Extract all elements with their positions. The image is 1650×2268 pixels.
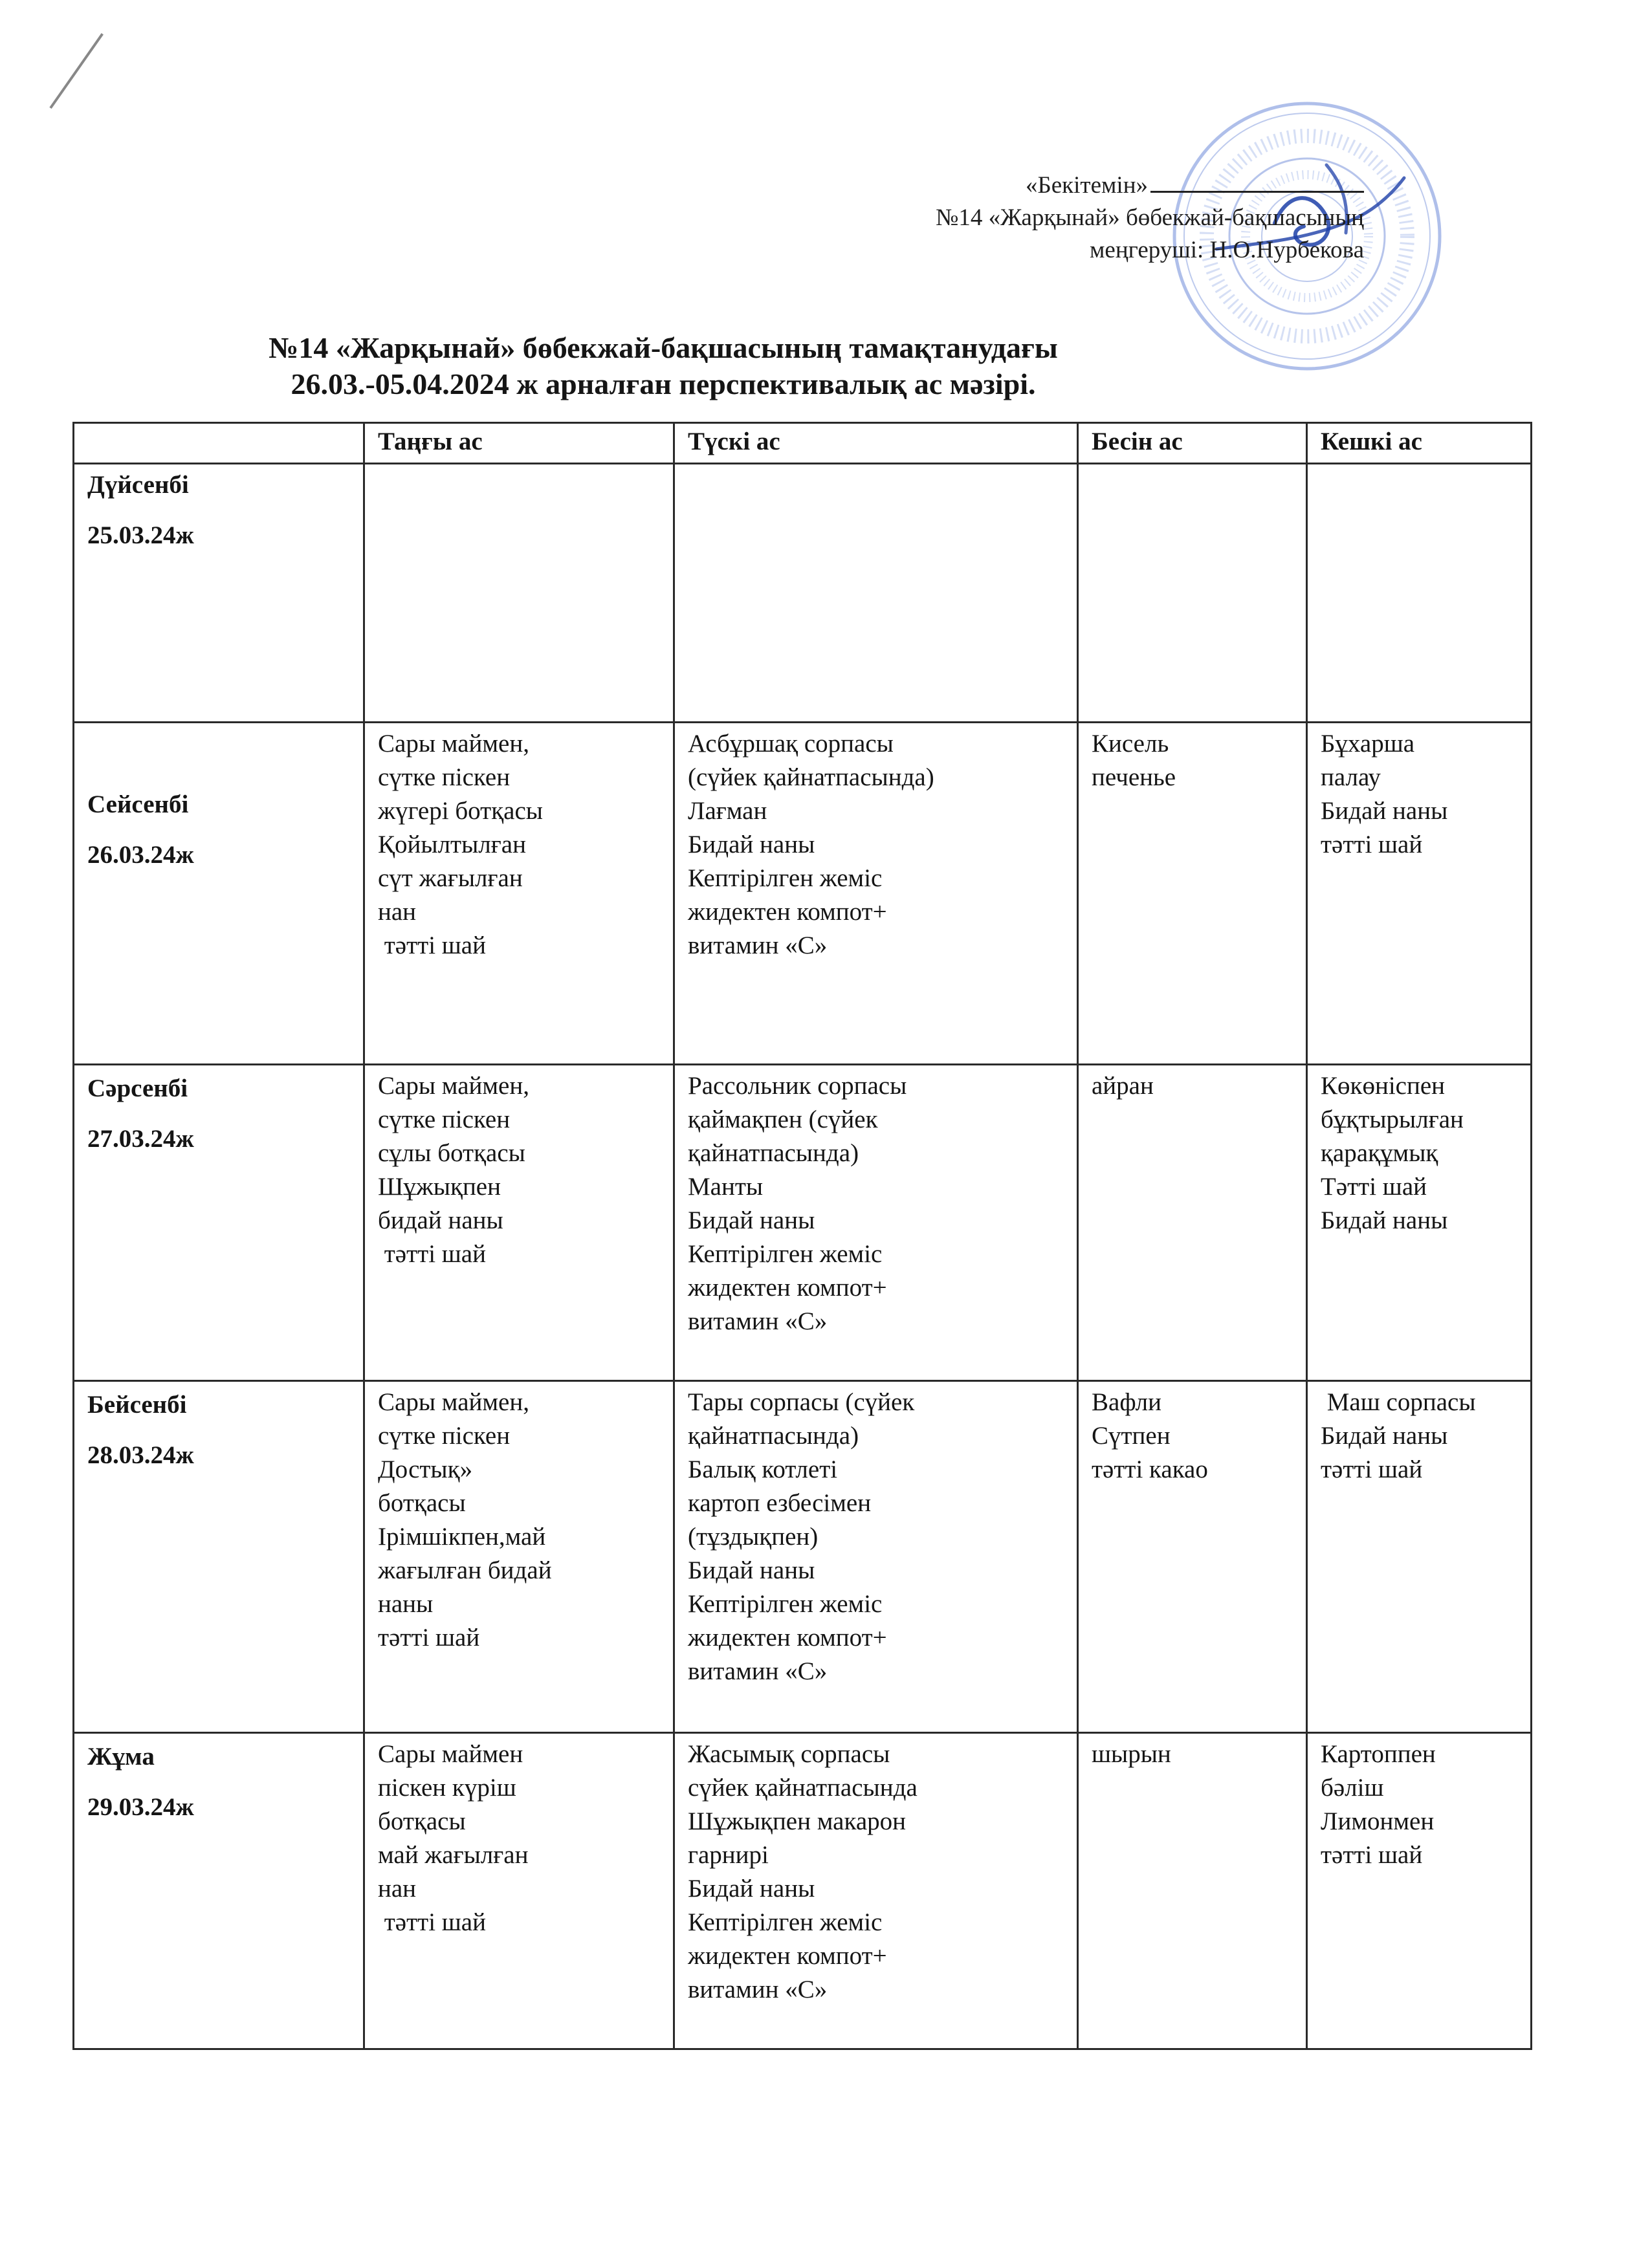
dinner-cell — [1307, 723, 1532, 1065]
breakfast-item: Қойылтылған — [378, 831, 526, 858]
snack-cell — [1078, 1381, 1307, 1733]
table-row — [74, 1733, 1532, 2049]
header-lunch: Түскі ас — [674, 423, 1078, 464]
breakfast-item: тәтті шай — [378, 1240, 486, 1268]
lunch-cell — [674, 723, 1078, 1065]
table-row — [74, 1381, 1532, 1733]
lunch-item: Балық котлеті — [688, 1456, 838, 1483]
lunch-item: витамин «С» — [688, 932, 828, 959]
menu-table — [72, 422, 1532, 2050]
lunch-item: гарнирі — [688, 1841, 769, 1869]
breakfast-item: Сары маймен — [378, 1740, 523, 1768]
dinner-item: тәтті шай — [1321, 1841, 1423, 1869]
dinner-item: Бұхарша — [1321, 730, 1415, 758]
breakfast-item: ботқасы — [378, 1489, 466, 1517]
breakfast-item: Шұжықпен — [378, 1173, 501, 1201]
breakfast-item: сүтке піскен — [378, 1422, 511, 1450]
breakfast-cell — [364, 723, 674, 1065]
breakfast-item: тәтті шай — [378, 932, 486, 959]
lunch-item: Кептірілген жеміс — [688, 1240, 883, 1268]
breakfast-item: тәтті шай — [378, 1908, 486, 1936]
lunch-item: жидектен компот+ — [688, 898, 887, 926]
lunch-item: витамин «С» — [688, 1976, 828, 2003]
snack-cell — [1078, 1733, 1307, 2049]
lunch-item: жидектен компот+ — [688, 1274, 887, 1302]
lunch-item: Кептірілген жеміс — [688, 1908, 883, 1936]
lunch-item: Лағман — [688, 797, 767, 825]
snack-cell — [1078, 1065, 1307, 1381]
lunch-item: Рассольник сорпасы — [688, 1072, 907, 1100]
lunch-item: витамин «С» — [688, 1307, 828, 1335]
signature-blank — [1150, 191, 1364, 193]
dinner-item: тәтті шай — [1321, 1456, 1423, 1483]
dinner-item: тәтті шай — [1321, 831, 1423, 858]
header-dinner: Кешкі ас — [1307, 423, 1532, 464]
dinner-item: Бидай наны — [1321, 797, 1448, 825]
breakfast-item: нан — [378, 898, 417, 926]
snack-item: Кисель — [1092, 730, 1169, 758]
day-cell — [74, 1733, 364, 2049]
lunch-item: Бидай наны — [688, 1556, 815, 1584]
title-line-1: №14 «Жарқынай» бөбекжай-бақшасының тамақтанудағы — [269, 331, 1058, 364]
day-name: Сейсенбі — [87, 791, 189, 818]
approve-label: «Бекітемін» — [1025, 172, 1148, 199]
breakfast-cell — [364, 1733, 674, 2049]
lunch-item: Жасымық сорпасы — [688, 1740, 890, 1768]
lunch-item: (сүйек қайнатпасында) — [688, 763, 934, 791]
dinner-item: Маш сорпасы — [1321, 1388, 1476, 1416]
lunch-item: сүйек қайнатпасында — [688, 1774, 918, 1802]
day-date: 28.03.24ж — [87, 1441, 194, 1469]
table-row — [74, 464, 1532, 723]
dinner-item: бәліш — [1321, 1774, 1384, 1802]
lunch-item: қайнатпасында) — [688, 1139, 859, 1167]
breakfast-item: жүгері ботқасы — [378, 797, 543, 825]
snack-cell — [1078, 723, 1307, 1065]
lunch-item: витамин «С» — [688, 1657, 828, 1685]
lunch-item: Бидай наны — [688, 1206, 815, 1234]
snack-item: айран — [1092, 1072, 1154, 1100]
breakfast-item: Сары маймен, — [378, 1388, 529, 1416]
dinner-cell — [1307, 464, 1532, 723]
lunch-item: Кептірілген жеміс — [688, 1590, 883, 1618]
approval-block — [936, 169, 1364, 267]
day-name: Дүйсенбі — [87, 471, 189, 499]
table-row — [74, 723, 1532, 1065]
snack-item: печенье — [1092, 763, 1176, 791]
snack-item: Вафли — [1092, 1388, 1161, 1416]
lunch-item: (тұздықпен) — [688, 1523, 819, 1551]
dinner-item: Көкөніспен — [1321, 1072, 1446, 1100]
day-cell — [74, 723, 364, 1065]
dinner-item: палау — [1321, 763, 1381, 791]
table-row — [74, 1065, 1532, 1381]
breakfast-item: ботқасы — [378, 1807, 466, 1835]
dinner-cell — [1307, 1065, 1532, 1381]
breakfast-item: сұлы ботқасы — [378, 1139, 525, 1167]
approval-head-line: меңгеруші: Н.О.Нурбекова — [1090, 237, 1364, 263]
lunch-cell — [674, 1381, 1078, 1733]
header-snack: Бесін ас — [1078, 423, 1307, 464]
title-line-2: 26.03.-05.04.2024 ж арналған перспективалық ас мәзірі. — [291, 367, 1036, 400]
lunch-item: жидектен компот+ — [688, 1624, 887, 1652]
document-title — [0, 330, 1326, 402]
snack-cell — [1078, 464, 1307, 723]
approval-line-1 — [936, 169, 1364, 202]
dinner-item: Лимонмен — [1321, 1807, 1435, 1835]
snack-item: тәтті какао — [1092, 1456, 1208, 1483]
approval-org-line: №14 «Жарқынай» бөбекжай-бақшасының — [936, 204, 1364, 231]
dinner-cell — [1307, 1733, 1532, 2049]
day-name: Сәрсенбі — [87, 1074, 188, 1102]
dinner-item: қарақұмық — [1321, 1139, 1438, 1167]
breakfast-item: сүт жағылған — [378, 864, 523, 892]
lunch-item: Шұжықпен макарон — [688, 1807, 907, 1835]
dinner-item: Картоппен — [1321, 1740, 1436, 1768]
lunch-item: Асбұршақ сорпасы — [688, 730, 894, 758]
breakfast-item: Достық» — [378, 1456, 473, 1483]
lunch-item: Манты — [688, 1173, 764, 1201]
day-cell — [74, 464, 364, 723]
lunch-cell — [674, 464, 1078, 723]
breakfast-item: жағылған бидай — [378, 1556, 552, 1584]
day-date: 26.03.24ж — [87, 841, 194, 869]
snack-item: шырын — [1092, 1740, 1171, 1768]
breakfast-item: Ірімшікпен,май — [378, 1523, 546, 1551]
lunch-item: Тары сорпасы (сүйек — [688, 1388, 915, 1416]
dinner-item: бұқтырылған — [1321, 1106, 1464, 1133]
header-breakfast: Таңғы ас — [364, 423, 674, 464]
lunch-cell — [674, 1065, 1078, 1381]
day-name: Бейсенбі — [87, 1391, 187, 1419]
day-name: Жұма — [87, 1743, 155, 1771]
dinner-item: Тәтті шай — [1321, 1173, 1427, 1201]
breakfast-item: май жағылған — [378, 1841, 529, 1869]
header-day — [74, 423, 364, 464]
breakfast-cell — [364, 464, 674, 723]
lunch-item: Бидай наны — [688, 831, 815, 858]
breakfast-item: Сары маймен, — [378, 730, 529, 758]
breakfast-item: сүтке піскен — [378, 763, 511, 791]
breakfast-item: бидай наны — [378, 1206, 503, 1234]
breakfast-item: сүтке піскен — [378, 1106, 511, 1133]
day-cell — [74, 1381, 364, 1733]
day-date: 29.03.24ж — [87, 1793, 194, 1821]
dinner-cell — [1307, 1381, 1532, 1733]
breakfast-item: тәтті шай — [378, 1624, 480, 1652]
breakfast-item: наны — [378, 1590, 434, 1618]
snack-item: Сүтпен — [1092, 1422, 1171, 1450]
day-date: 25.03.24ж — [87, 521, 194, 549]
lunch-item: қайнатпасында) — [688, 1422, 859, 1450]
breakfast-item: піскен күріш — [378, 1774, 516, 1802]
lunch-item: Кептірілген жеміс — [688, 864, 883, 892]
lunch-item: қаймақпен (сүйек — [688, 1106, 878, 1133]
dinner-item: Бидай наны — [1321, 1422, 1448, 1450]
scan-pen-mark — [49, 33, 104, 109]
lunch-item: Бидай наны — [688, 1875, 815, 1903]
breakfast-cell — [364, 1381, 674, 1733]
menu-body — [74, 464, 1532, 2049]
breakfast-cell — [364, 1065, 674, 1381]
day-date: 27.03.24ж — [87, 1125, 194, 1153]
dinner-item: Бидай наны — [1321, 1206, 1448, 1234]
breakfast-item: Сары маймен, — [378, 1072, 529, 1100]
lunch-cell — [674, 1733, 1078, 2049]
lunch-item: жидектен компот+ — [688, 1942, 887, 1970]
lunch-item: картоп езбесімен — [688, 1489, 872, 1517]
breakfast-item: нан — [378, 1875, 417, 1903]
day-cell — [74, 1065, 364, 1381]
header-row — [74, 423, 1532, 464]
